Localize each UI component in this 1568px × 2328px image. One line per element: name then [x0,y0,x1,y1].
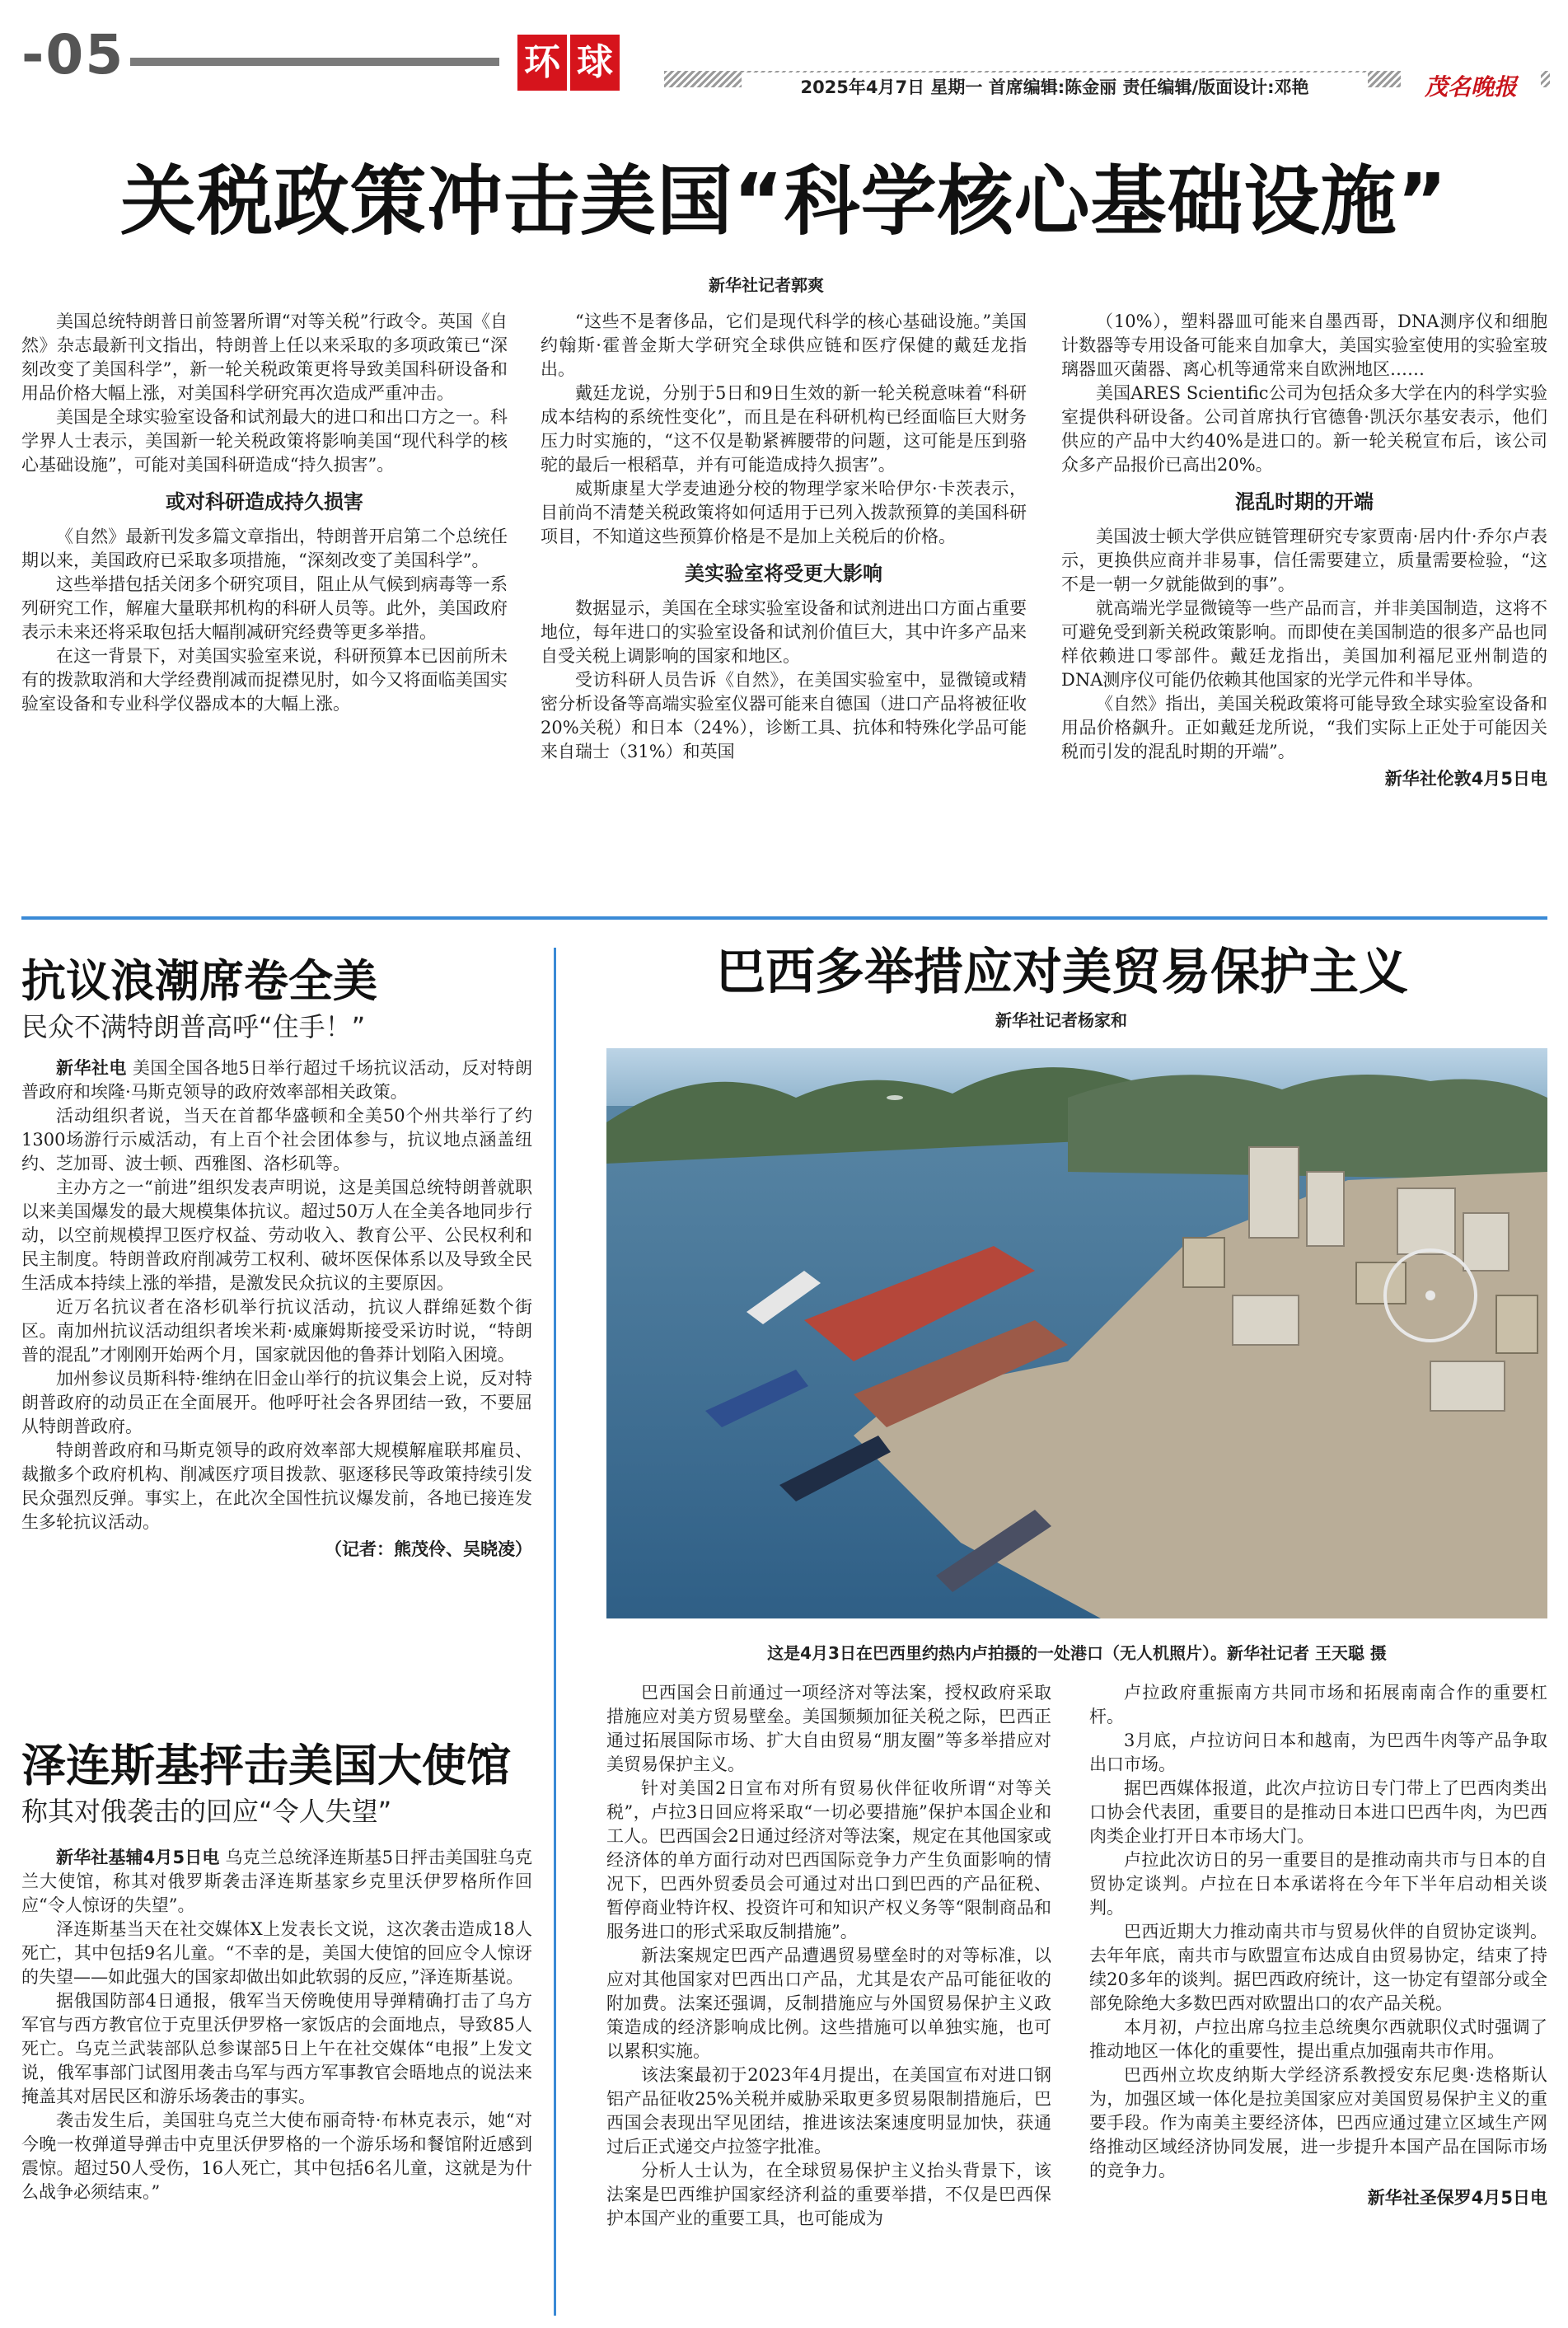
protest-headline: 抗议浪潮席卷全美 [21,955,377,1007]
main-headline: 关税政策冲击美国“科学核心基础设施” [120,157,1448,246]
lead-text: 乌克兰总统泽连斯基5日抨击美国驻乌克兰大使馆，称其对俄罗斯袭击泽连斯基家乡克里沃伊罗格所作回应“令人惊讶的失望”。 [21,1848,532,1915]
dateline: 新华社伦敦4月5日电 [1384,769,1547,789]
paragraph [21,1846,532,1918]
zelensky-subheadline: 称其对俄袭击的回应“令人失望” [21,1796,392,1827]
paragraph: 袭击发生后，美国驻乌克兰大使布丽奇特·布林克表示，她“对今晚一枚弹道导弹击中克里沃伊罗格的一个游乐场和餐馆附近感到震惊。超过50人受伤，16人死亡，其中包括6名儿童，这就是为什么战争必须结束。” [21,2110,532,2202]
paragraph: 在这一背景下，对美国实验室来说，科研预算本已因前所未有的拨款取消和大学经费削减而捉襟见肘，如今又将面临美国实验室设备和专业科学仪器成本的大幅上涨。 [21,646,508,714]
masthead-rule [130,58,499,66]
paragraph: 威斯康星大学麦迪逊分校的物理学家米哈伊尔·卡茨表示，目前尚不清楚关税政策将如何适用于已列入拨款预算的美国科研项目，不知道这些预算价格是不是加上关税后的价格。 [541,479,1027,546]
paragraph: 卢拉此次访日的另一重要目的是推动南共市与日本的自贸协定谈判。卢拉在日本承诺将在今年下半年启动相关谈判。 [1089,1850,1547,1918]
paragraph: 美国是全球实验室设备和试剂最大的进口和出口方之一。科学界人士表示，美国新一轮关税政策将影响美国“现代科学的核心基础设施”，可能对美国科研造成“持久损害”。 [21,407,508,475]
lead-tag: 新华社基辅4月5日电 [56,1848,220,1867]
photo-caption: 这是4月3日在巴西里约热内卢拍摄的一处港口（无人机照片）。新华社记者 王天聪 摄 [767,1643,1387,1663]
paragraph: 就高端光学显微镜等一些产品而言，并非美国制造，这将不可避免受到新关税政策影响。而即使在美国制造的很多产品也同样依赖进口零部件。戴廷龙指出，美国加利福尼亚州制造的DNA测序仪可能仍依赖其他国家的光学元件和半导体。 [1061,598,1547,690]
paragraph: 近万名抗议者在洛杉矶举行抗议活动，抗议人群绵延数个街区。南加州抗议活动组织者埃米莉·威廉姆斯接受采访时说，“特朗普的混乱”才刚刚开始两个月，国家就因他的鲁莽计划陷入困境。 [21,1297,532,1365]
paragraph: 3月底，卢拉访问日本和越南，为巴西牛肉等产品争取出口市场。 [1089,1731,1547,1774]
paragraph: 数据显示，美国在全球实验室设备和试剂进出口方面占重要地位，每年进口的实验室设备和试剂价值巨大，其中许多产品来自受关税上调影响的国家和地区。 [541,598,1027,666]
paragraph: 活动组织者说，当天在首都华盛顿和全美50个州共举行了约1300场游行示威活动，有上百个社会团体参与，抗议地点涵盖纽约、芝加哥、波士顿、西雅图、洛杉矶等。 [21,1106,532,1173]
subheading: 或对科研造成持久损害 [166,490,363,513]
brazil-headline: 巴西多举措应对美贸易保护主义 [716,944,1408,1001]
masthead-info: 2025年4月7日 星期一 首席编辑:陈金丽 责任编辑/版面设计:邓艳 [742,73,1368,102]
lead-text: 美国全国各地5日举行超过千场抗议活动，反对特朗普政府和埃隆·马斯克领导的政府效率部相关政策。 [21,1058,533,1102]
dateline: 新华社圣保罗4月5日电 [1367,2188,1547,2208]
paragraph: 特朗普政府和马斯克领导的政府效率部大规模解雇联邦雇员、裁撤多个政府机构、削减医疗项目拨款、驱逐移民等政策持续引发民众强烈反弹。事实上，在此次全国性抗议爆发前，各地已接连发生多轮抗议活动。 [21,1440,532,1532]
port-aerial-photo [606,1048,1547,1618]
zelensky-body [21,1846,532,2204]
paragraph: （10%），塑料器皿可能来自墨西哥，DNA测序仪和细胞计数器等专用设备可能来自加拿大，美国实验室使用的实验室玻璃器皿灭菌器、离心机等通常来自欧洲地区…… [1061,311,1547,379]
paragraph: 主办方之一“前进”组织发表声明说，这是美国总统特朗普就职以来美国爆发的最大规模集体抗议。超过50万人在全美各地同步行动，以空前规模捍卫医疗权益、劳动收入、教育公平、公民权利和民主制度。特朗普政府削减劳工权利、破坏医保体系以及导致全民生活成本持续上涨的举措，是激发民众抗议的主要原因。 [21,1178,532,1293]
paragraph: 新法案规定巴西产品遭遇贸易壁垒时的对等标准，以应对其他国家对巴西出口产品，尤其是农产品可能征收的附加费。法案还强调，反制措施应与外国贸易保护主义政策造成的经济影响成比例。这些措施可以单独实施，也可以累积实施。 [606,1946,1051,2061]
paragraph: 泽连斯基当天在社交媒体X上发表长文说，这次袭击造成18人死亡，其中包括9名儿童。“不幸的是，美国大使馆的回应令人惊讶的失望——如此强大的国家却做出如此软弱的反应，”泽连斯基说。 [21,1919,532,1987]
port-photo-illustration [606,1048,1547,1618]
main-byline: 新华社记者郭爽 [709,275,824,295]
paragraph: 加州参议员斯科特·维纳在旧金山举行的抗议集会上说，反对特朗普政府的动员正在全面展开。他呼吁社会各界团结一致，不要屈从特朗普政府。 [21,1369,532,1436]
paragraph: 巴西近期大力推动南共市与贸易伙伴的自贸协定谈判。去年年底，南共市与欧盟宣布达成自由贸易协定，结束了持续20多年的谈判。据巴西政府统计，这一协定有望部分或全部免除绝大多数巴西对欧盟出口的农产品关税。 [1089,1922,1547,2013]
paragraph: 美国总统特朗普日前签署所谓“对等关税”行政令。英国《自然》杂志最新刊文指出，特朗普上任以来采取的多项政策已“深刻改变了美国科学”，新一轮关税政策更将导致美国科研设备和用品价格大幅上涨，对美国科学研究再次造成严重冲击。 [21,311,508,403]
section-badge [517,35,620,91]
column-divider [554,948,556,2316]
newspaper-logo: 茂名晚报 [1401,71,1541,104]
paragraph: 卢拉政府重振南方共同市场和拓展南南合作的重要杠杆。 [1089,1683,1547,1726]
page-number: -05 [21,23,125,87]
main-column-2 [541,310,1027,764]
section-divider [21,916,1547,920]
paragraph: 《自然》指出，美国关税政策将可能导致全球实验室设备和用品价格飙升。正如戴廷龙所说，“我们实际上正处于可能因关税而引发的混乱时期的开端”。 [1061,694,1547,761]
paragraph: 本月初，卢拉出席乌拉圭总统奥尔西就职仪式时强调了推动地区一体化的重要性，提出重点加强南共市作用。 [1089,2017,1547,2061]
paragraph: “这些不是奢侈品，它们是现代科学的核心基础设施。”美国约翰斯·霍普金斯大学研究全球供应链和医疗保健的戴廷龙指出。 [541,311,1027,379]
protest-body [21,1056,532,1562]
paragraph: 该法案最初于2023年4月提出，在美国宣布对进口钢铝产品征收25%关税并威胁采取更多贸易限制措施后，巴西国会表现出罕见团结，推进该法案速度明显加快，获通过后正式递交卢拉签字批准。 [606,2065,1051,2157]
paragraph: 这些举措包括关闭多个研究项目，阻止从气候到病毒等一系列研究工作，解雇大量联邦机构的科研人员等。此外，美国政府表示未来还将采取包括大幅削减研究经费等更多举措。 [21,574,508,642]
paragraph: 巴西国会日前通过一项经济对等法案，授权政府采取措施应对美方贸易壁垒。美国频频加征关税之际，巴西正通过拓展国际市场、扩大自由贸易“朋友圈”等多举措应对美贸易保护主义。 [606,1683,1051,1774]
credit: （记者：熊茂伶、吴晓凌） [325,1539,532,1559]
paragraph: 《自然》最新刊发多篇文章指出，特朗普开启第二个总统任期以来，美国政府已采取多项措施，“深刻改变了美国科学”。 [21,527,508,570]
paragraph: 针对美国2日宣布对所有贸易伙伴征收所谓“对等关税”，卢拉3日回应将采取“一切必要措施”保护本国企业和工人。巴西国会2日通过经济对等法案，规定在其他国家或经济体的单方面行动对巴西国际竞争力产生负面影响的情况下，巴西外贸委员会可通过对出口到巴西的产品征税、暂停商业特许权、投资许可和知识产权义务等“限制商品和服务进口的形式采取反制措施”。 [606,1778,1051,1942]
paragraph: 据俄国防部4日通报，俄军当天傍晚使用导弹精确打击了乌方军官与西方教官位于克里沃伊罗格一家饭店的会面地点，导致85人死亡。乌克兰武装部队总参谋部5日上午在社交媒体“电报”上发文说，俄军事部门试图用袭击乌军与西方军事教官会晤地点的说法来掩盖其对居民区和游乐场袭击的事实。 [21,1991,532,2106]
main-column-1 [21,310,508,716]
brazil-byline: 新华社记者杨家和 [995,1010,1127,1030]
subheading: 美实验室将受更大影响 [685,562,882,585]
subheading: 混乱时期的开端 [1235,490,1374,513]
paragraph: 分析人士认为，在全球贸易保护主义抬头背景下，该法案是巴西维护国家经济利益的重要举措，不仅是巴西保护本国产业的重要工具，也可能成为 [606,2161,1051,2228]
protest-subheadline: 民众不满特朗普高呼“住手！” [21,1011,366,1042]
paragraph: 美国ARES Scientific公司为包括众多大学在内的科学实验室提供科研设备。公司首席执行官德鲁·凯沃尔基安表示，他们供应的产品中大约40%是进口的。新一轮关税宣布后，该公司众多产品报价已高出20%。 [1061,383,1547,475]
paragraph: 巴西州立坎皮纳斯大学经济系教授安东尼奥·迭格斯认为，加强区域一体化是拉美国家应对美国贸易保护主义的重要手段。作为南美主要经济体，巴西应通过建立区域生产网络推动区域经济协同发展，进一步提升本国产品在国际市场的竞争力。 [1089,2065,1547,2180]
brazil-column-1 [606,1681,1051,2231]
section-char-1: 环 [517,35,567,91]
paragraph [21,1056,532,1104]
paragraph: 戴廷龙说，分别于5日和9日生效的新一轮关税意味着“科研成本结构的系统性变化”，而且是在科研机构已经面临巨大财务压力时实施的，“这不仅是勒紧裤腰带的问题，这可能是压到骆驼的最后一根稻草，并有可能造成持久损害”。 [541,383,1027,475]
paragraph: 受访科研人员告诉《自然》，在美国实验室中，显微镜或精密分析设备等高端实验室仪器可能来自德国（进口产品将被征收20%关税）和日本（24%），诊断工具、抗体和特殊化学品可能来自瑞士（31%）和英国 [541,670,1027,761]
zelensky-headline: 泽连斯基抨击美国大使馆 [21,1740,511,1792]
section-char-2: 球 [570,35,620,91]
brazil-column-2 [1089,1681,1547,2210]
paragraph: 据巴西媒体报道，此次卢拉访日专门带上了巴西肉类出口协会代表团，重要目的是推动日本进口巴西牛肉，为巴西肉类企业打开日本市场大门。 [1089,1778,1547,1846]
lead-tag: 新华社电 [56,1058,127,1078]
paragraph: 美国波士顿大学供应链管理研究专家贾南·居内什·乔尔卢表示，更换供应商并非易事，信任需要建立，质量需要检验，“这不是一朝一夕就能做到的事”。 [1061,527,1547,594]
main-column-3 [1061,310,1547,791]
